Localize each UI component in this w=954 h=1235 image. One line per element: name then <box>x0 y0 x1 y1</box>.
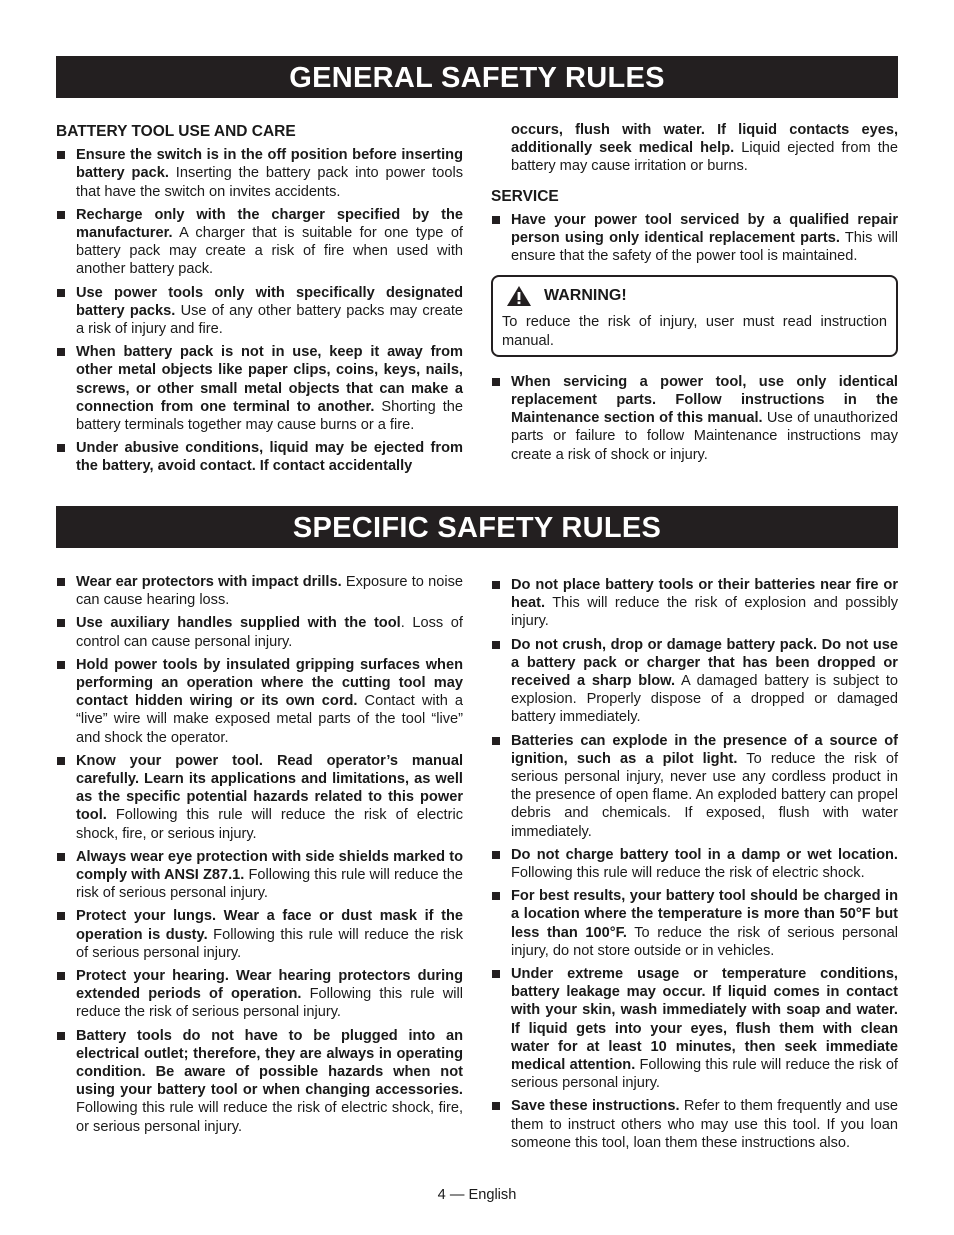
page-footer: 4 — English <box>437 1187 517 1203</box>
list-item <box>56 752 463 843</box>
specific-safety-rules-banner: SPECIFIC SAFETY RULES <box>56 506 898 548</box>
list-item <box>56 284 463 339</box>
list-item <box>56 439 463 475</box>
rule-bold: Recharge only with the charger specified by the manufacturer. <box>76 206 463 242</box>
rule-text: A damaged battery is subject to explosion. Properly dispose of a dropped or damaged battery immediately. <box>511 673 899 726</box>
warning-title: WARNING! <box>544 287 627 305</box>
rule-text: Following this rule will reduce the risk of serious personal injury. <box>511 1057 898 1092</box>
rule-bold: occurs, flush with water. If liquid contacts eyes, additionally seek medical help. <box>511 122 898 157</box>
service-rules-list <box>491 211 898 266</box>
battery-continued-list <box>491 121 898 176</box>
list-item <box>491 576 898 631</box>
list-item <box>491 1097 898 1152</box>
rule-text: This will ensure that the safety of the power tool is maintained. <box>511 230 898 265</box>
warning-text: To reduce the risk of injury, user must read instruction manual. <box>502 314 887 349</box>
list-item <box>56 343 463 434</box>
rule-bold: When battery pack is not in use, keep it away from other metal objects like paper clips, coins, keys, nails, screws, or other small metal objects that can make a connection from one terminal to another. <box>76 344 463 415</box>
rule-text: Following this rule will reduce the risk of electric shock, fire, or serious injury. <box>76 807 463 842</box>
rule-bold: Use auxiliary handles supplied with the tool <box>76 615 401 632</box>
list-item <box>56 206 463 279</box>
rule-text: Contact with a “live” wire will make exposed metal parts of the tool “live” and shock the operator. <box>76 693 463 746</box>
rule-bold: Always wear eye protection with side shields marked to comply with ANSI Z87.1. <box>76 848 463 884</box>
list-item <box>491 965 898 1092</box>
general-right-column <box>491 121 898 469</box>
list-item <box>56 967 463 1022</box>
rule-bold: Hold power tools by insulated gripping surfaces when performing an operation where the cutting tool may contact hidden wiring or its own cord. <box>76 656 463 710</box>
rule-bold: Under extreme usage or temperature conditions, battery leakage may occur. If liquid comes in contact with your skin, wash immediately with soap and water. If liquid gets into your eyes, flush them with clean water for at least 10 minutes, then seek immediate medical attention. <box>511 966 898 1074</box>
list-item <box>56 146 463 201</box>
list-item <box>56 907 463 962</box>
rule-bold: Wear ear protectors with impact drills. <box>76 574 342 590</box>
specific-left-rules-list <box>56 573 463 1136</box>
warning-triangle-icon <box>506 285 532 307</box>
rule-bold: Ensure the switch is in the off position before inserting battery pack. <box>76 147 463 182</box>
rule-text: Following this rule will reduce the risk of serious personal injury. <box>76 986 463 1021</box>
list-item <box>56 1027 463 1136</box>
rule-bold: Protect your hearing. Wear hearing protectors during extended periods of operation. <box>76 968 463 1003</box>
rule-bold: Use power tools only with specifically designated battery packs. <box>76 284 463 319</box>
service-section-heading: SERVICE <box>491 187 559 205</box>
rule-text: Refer to them frequently and use them to instruct others who may use this tool. If you loan someone this tool, loan them these instructions also. <box>511 1098 898 1151</box>
list-item-continued <box>491 121 898 176</box>
specific-right-rules-list <box>491 576 898 1152</box>
warning-title-row <box>506 285 887 307</box>
list-item <box>491 732 898 841</box>
rule-bold: Do not crush, drop or damage battery pack. Do not use a battery pack or charger that has been dropped or received a sharp blow. <box>511 636 898 690</box>
rule-text: To reduce the risk of serious personal injury, never use any cordless product in the presence of open flame. An exploded battery can propel debris and chemicals. If exposed, flush with water immediately. <box>511 750 898 840</box>
rule-bold: Battery tools do not have to be plugged into an electrical outlet; therefore, they are always in operating condition. Be aware of possible hazards when not using your battery tool or when changing accessories. <box>76 1027 463 1099</box>
rule-bold: Know your power tool. Read operator’s manual carefully. Learn its applications and limitations, as well as the specific potential hazards related to this power tool. <box>76 752 463 824</box>
rule-text: Following this rule will reduce the risk of serious personal injury. <box>76 926 463 961</box>
rule-bold: Batteries can explode in the presence of a source of ignition, such as a pilot light. <box>511 732 898 767</box>
rule-bold: Do not charge battery tool in a damp or wet location. <box>511 846 898 863</box>
rule-bold: For best results, your battery tool should be charged in a location where the temperature is more than 50°F but less than 100°F. <box>511 888 898 941</box>
rule-bold: Save these instructions. <box>511 1098 680 1115</box>
general-safety-rules-banner: GENERAL SAFETY RULES <box>56 56 898 98</box>
rule-text: This will reduce the risk of explosion and possibly injury. <box>511 595 898 630</box>
list-item <box>491 846 898 882</box>
list-item <box>491 636 898 727</box>
list-item <box>491 373 898 464</box>
rule-text: . Loss of control can cause personal injury. <box>76 615 463 650</box>
rule-text: Following this rule will reduce the risk of serious personal injury. <box>76 867 463 902</box>
service-after-list <box>491 373 898 464</box>
list-item <box>56 848 463 903</box>
rule-text: Following this rule will reduce the risk of electric shock, fire, or serious personal injury. <box>76 1100 463 1135</box>
rule-bold: Protect your lungs. Wear a face or dust mask if the operation is dusty. <box>76 908 463 943</box>
general-left-column <box>56 123 463 481</box>
rule-text: Shorting the battery terminals together may cause burns or a fire. <box>76 398 463 434</box>
rule-bold: Have your power tool serviced by a qualified repair person using only identical replacement parts. <box>511 211 898 247</box>
battery-rules-list <box>56 146 463 475</box>
list-item <box>56 573 463 609</box>
rule-bold: Do not place battery tools or their batteries near fire or heat. <box>511 577 898 612</box>
rule-text: Liquid ejected from the battery may cause irritation or burns. <box>511 140 899 175</box>
list-item <box>491 211 898 266</box>
rule-bold: When servicing a power tool, use only identical replacement parts. Follow instructions in the Maintenance section of this manual. <box>511 373 898 427</box>
rule-text: Use of unauthorized parts or failure to follow Maintenance instructions may create a risk of shock or injury. <box>511 410 898 463</box>
rule-text: Exposure to noise can cause hearing loss. <box>76 574 463 609</box>
battery-section-heading: BATTERY TOOL USE AND CARE <box>56 123 296 140</box>
rule-text: To reduce the risk of serious personal injury, do not store outside or in vehicles. <box>511 924 898 959</box>
rule-text: A charger that is suitable for one type of battery pack may create a risk of fire when used with another battery pack. <box>76 225 463 278</box>
warning-box <box>491 275 898 356</box>
specific-left-column <box>56 573 463 1141</box>
rule-text: Inserting the battery pack into power tools that have the switch on invites accidents. <box>76 165 463 200</box>
rule-text: Use of any other battery packs may create a risk of injury and fire. <box>76 302 463 338</box>
list-item <box>56 614 463 650</box>
list-item <box>56 656 463 747</box>
list-item <box>491 887 898 960</box>
rule-bold: Under abusive conditions, liquid may be ejected from the battery, avoid contact. If contact accidentally <box>76 440 463 475</box>
rule-text: Following this rule will reduce the risk of electric shock. <box>511 865 865 882</box>
specific-right-column <box>491 576 898 1157</box>
